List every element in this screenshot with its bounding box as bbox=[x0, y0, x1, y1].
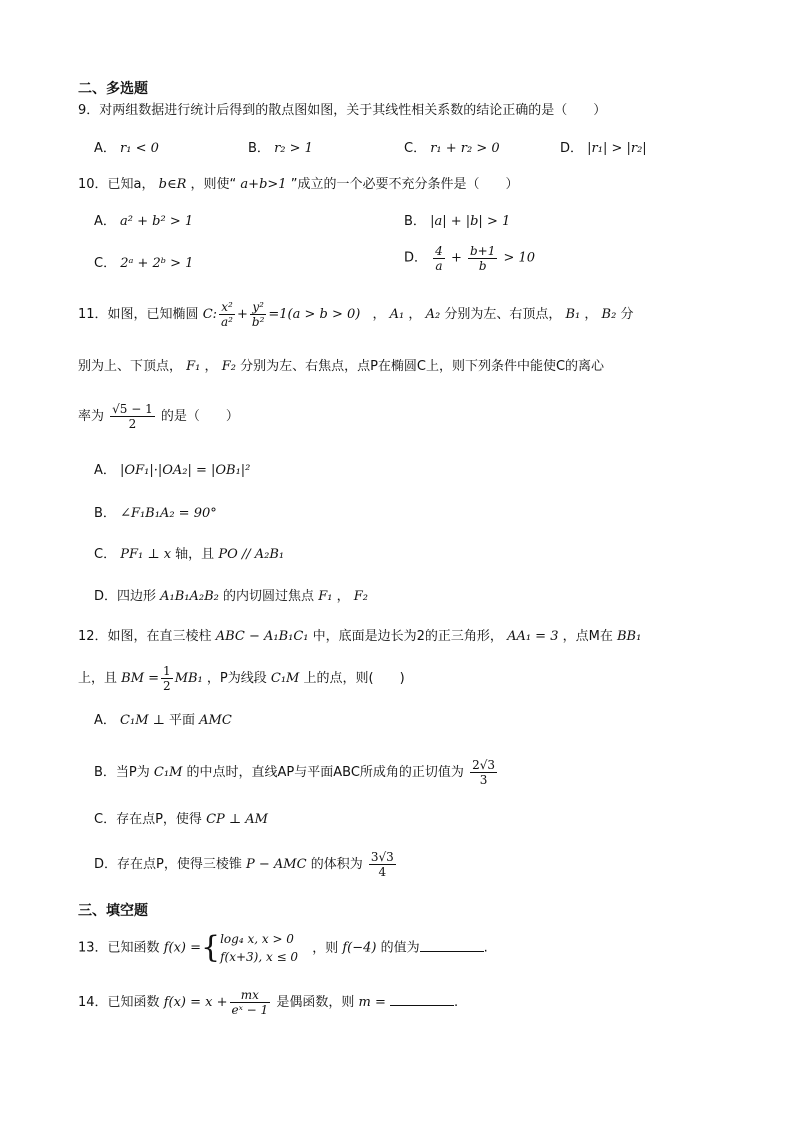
stem-text: ， bbox=[408, 307, 422, 322]
question-14 bbox=[78, 986, 458, 1020]
denominator: b bbox=[478, 259, 487, 273]
stem-text: . bbox=[483, 940, 488, 956]
case-2: f(x+3), x ≤ 0 bbox=[220, 950, 299, 964]
q12-option-a[interactable] bbox=[94, 712, 232, 730]
option-letter: D．存在点P，使得三棱锥 bbox=[94, 857, 242, 872]
stem-math: BM = bbox=[121, 671, 160, 686]
fraction bbox=[433, 244, 445, 273]
fraction bbox=[369, 850, 396, 879]
stem-text: 13．已知函数 bbox=[78, 940, 160, 956]
numerator: mx bbox=[230, 988, 271, 1003]
option-text: 轴，且 bbox=[175, 547, 215, 562]
fraction bbox=[468, 244, 497, 273]
denominator: b² bbox=[251, 315, 265, 329]
q10-option-a[interactable] bbox=[94, 213, 193, 231]
stem-text: 分别为左、右顶点， bbox=[444, 307, 562, 322]
option-math: r₁ + r₂ > 0 bbox=[430, 141, 500, 156]
denominator: a bbox=[435, 259, 443, 273]
stem-math: b∈R bbox=[158, 177, 187, 192]
stem-text: 分别为左、右焦点，点P在椭圆C上，则下列条件中能使C的离心 bbox=[240, 359, 605, 374]
stem-math: f(x) = x + bbox=[163, 995, 228, 1010]
option-math: C₁M ⊥ bbox=[120, 713, 165, 728]
numerator: √5 − 1 bbox=[112, 402, 153, 416]
case-1: log₄ x, x > 0 bbox=[220, 932, 294, 946]
q9-option-d[interactable] bbox=[560, 140, 647, 158]
stem-text: ，点M在 bbox=[562, 629, 613, 644]
q11-option-a[interactable] bbox=[94, 462, 250, 480]
numerator: y² bbox=[250, 300, 267, 315]
stem-math: m = bbox=[358, 995, 386, 1010]
q11-option-d[interactable] bbox=[94, 588, 368, 606]
fraction bbox=[230, 988, 271, 1017]
stem-text: 的是（ ） bbox=[160, 409, 239, 424]
answer-blank[interactable] bbox=[390, 993, 454, 1006]
stem-text: ， bbox=[584, 307, 598, 322]
stem-text: 上，且 bbox=[78, 671, 118, 686]
numerator: b+1 bbox=[469, 244, 496, 258]
option-letter: A． bbox=[94, 463, 116, 478]
option-math: 2ᵃ + 2ᵇ > 1 bbox=[120, 256, 194, 271]
stem-math: ABC − A₁B₁C₁ bbox=[215, 629, 309, 644]
option-math: C₁M bbox=[153, 765, 183, 780]
q12-option-d[interactable] bbox=[94, 848, 398, 882]
numerator: x² bbox=[219, 300, 235, 315]
option-letter: C． bbox=[94, 547, 117, 562]
stem-math: a+b>1 bbox=[240, 177, 287, 192]
option-letter: A． bbox=[94, 713, 116, 728]
stem-text: 率为 bbox=[78, 409, 105, 424]
q9-option-a[interactable] bbox=[94, 140, 159, 158]
option-math: A₁B₁A₂B₂ bbox=[160, 589, 219, 604]
stem-text: ”成立的一个必要不充分条件是（ ） bbox=[290, 177, 519, 192]
stem-text: 10．已知a， bbox=[78, 177, 155, 192]
option-text: 平面 bbox=[169, 713, 196, 728]
option-math: |OF₁|·|OA₂| = |OB₁|² bbox=[120, 463, 251, 478]
stem-text: 中，底面是边长为2的正三角形， bbox=[312, 629, 503, 644]
question-12-line-2 bbox=[78, 662, 405, 696]
option-math: ∠F₁B₁A₂ = 90° bbox=[120, 506, 217, 521]
q9-option-b[interactable] bbox=[248, 140, 313, 158]
option-math: |a| + |b| > 1 bbox=[430, 214, 511, 229]
numerator: 1 bbox=[163, 664, 171, 678]
option-letter: B． bbox=[248, 141, 270, 156]
stem-math: C₁M bbox=[270, 671, 300, 686]
plus-sign: + bbox=[450, 250, 462, 266]
fraction bbox=[161, 664, 173, 693]
stem-text: 上的点，则( ) bbox=[303, 671, 405, 686]
left-brace: { bbox=[201, 930, 221, 965]
stem-text: 的值为 bbox=[380, 940, 420, 956]
stem-text: 12．如图，在直三棱柱 bbox=[78, 629, 212, 644]
fraction bbox=[219, 300, 235, 329]
option-letter: C．存在点P，使得 bbox=[94, 812, 202, 827]
piecewise-cases bbox=[220, 930, 298, 966]
option-math: a² + b² > 1 bbox=[120, 214, 194, 229]
question-10-stem bbox=[78, 176, 518, 194]
q12-option-b[interactable] bbox=[94, 756, 499, 790]
stem-text: ，则使“ bbox=[190, 177, 237, 192]
question-9-stem: 9．对两组数据进行统计后得到的散点图如图，关于其线性相关系数的结论正确的是（ ） bbox=[78, 103, 607, 118]
denominator: a² bbox=[221, 315, 233, 329]
option-math: AMC bbox=[199, 713, 232, 728]
option-letter: C． bbox=[94, 256, 117, 271]
denominator: 4 bbox=[378, 865, 387, 879]
stem-math: f(−4) bbox=[342, 940, 377, 956]
stem-math: MB₁ bbox=[174, 671, 203, 686]
stem-text: 别为上、下顶点， bbox=[78, 359, 183, 374]
option-letter: B．当P为 bbox=[94, 765, 150, 780]
option-letter: D． bbox=[560, 141, 584, 156]
numerator: 4 bbox=[435, 244, 443, 258]
q11-option-b[interactable] bbox=[94, 505, 217, 523]
q9-option-c[interactable] bbox=[404, 140, 500, 158]
denominator: 2 bbox=[163, 679, 171, 693]
question-13 bbox=[78, 928, 488, 969]
denominator: eˣ − 1 bbox=[231, 1003, 269, 1017]
fraction bbox=[470, 758, 497, 787]
option-letter: D．四边形 bbox=[94, 589, 157, 604]
question-12-line-1 bbox=[78, 628, 641, 646]
option-text: 的中点时，直线AP与平面ABC所成角的正切值为 bbox=[186, 765, 464, 780]
denominator: 2 bbox=[128, 417, 137, 431]
option-math: CP ⊥ AM bbox=[206, 812, 268, 827]
stem-math: f(x) = bbox=[163, 940, 201, 956]
answer-blank[interactable] bbox=[420, 939, 484, 952]
option-letter: B． bbox=[94, 506, 116, 521]
question-11-line-3 bbox=[78, 400, 239, 434]
option-text: 的内切圆过焦点 bbox=[223, 589, 315, 604]
option-text: 的体积为 bbox=[310, 857, 363, 872]
stem-text: . bbox=[453, 995, 459, 1010]
stem-math: B₁ bbox=[565, 307, 581, 322]
numerator: 2√3 bbox=[472, 758, 495, 772]
stem-text: 14．已知函数 bbox=[78, 995, 160, 1010]
fraction bbox=[110, 402, 155, 431]
option-letter: C． bbox=[404, 141, 427, 156]
stem-math: BB₁ bbox=[616, 629, 642, 644]
stem-text: ， bbox=[204, 359, 218, 374]
q10-option-d[interactable] bbox=[404, 244, 535, 273]
stem-text: ， bbox=[372, 307, 386, 322]
denominator: 3 bbox=[479, 773, 488, 787]
option-math: r₂ > 1 bbox=[274, 141, 313, 156]
option-math: PO // A₂B₁ bbox=[218, 547, 285, 562]
option-math: F₂ bbox=[353, 589, 368, 604]
q10-option-c[interactable] bbox=[94, 255, 193, 273]
option-math: PF₁ ⊥ x bbox=[120, 547, 172, 562]
stem-text: 是偶函数，则 bbox=[276, 995, 355, 1010]
option-letter: A． bbox=[94, 141, 116, 156]
option-letter: A． bbox=[94, 214, 116, 229]
q11-option-c[interactable] bbox=[94, 546, 284, 564]
stem-math: F₂ bbox=[221, 359, 236, 374]
stem-math: A₁ bbox=[389, 307, 405, 322]
stem-math: F₁ bbox=[186, 359, 201, 374]
q12-option-c[interactable] bbox=[94, 811, 268, 829]
stem-math: C: bbox=[202, 307, 218, 322]
option-math: > 10 bbox=[503, 250, 536, 266]
q10-option-b[interactable] bbox=[404, 213, 510, 231]
question-11-line-1 bbox=[78, 300, 633, 330]
option-math: r₁ < 0 bbox=[120, 141, 159, 156]
section-title-fill-in: 三、填空题 bbox=[78, 903, 148, 919]
stem-text: 分 bbox=[620, 307, 634, 322]
option-letter: D． bbox=[404, 250, 428, 266]
option-math: P − AMC bbox=[246, 857, 307, 872]
stem-math: B₂ bbox=[601, 307, 617, 322]
fraction bbox=[250, 300, 267, 329]
option-math: |r₁| > |r₂| bbox=[587, 141, 647, 156]
option-math: F₁ bbox=[318, 589, 333, 604]
numerator: 3√3 bbox=[370, 850, 394, 864]
stem-math: AA₁ = 3 bbox=[507, 629, 559, 644]
stem-math: A₂ bbox=[425, 307, 441, 322]
stem-text: 11．如图，已知椭圆 bbox=[78, 307, 199, 322]
stem-text: ，则 bbox=[312, 940, 339, 956]
plus-sign: + bbox=[236, 307, 248, 322]
option-text: ， bbox=[336, 589, 350, 604]
option-letter: B． bbox=[404, 214, 426, 229]
stem-text: ，P为线段 bbox=[206, 671, 267, 686]
section-title-multiple-choice: 二、多选题 bbox=[78, 81, 148, 97]
question-11-line-2 bbox=[78, 358, 604, 376]
stem-math: =1(a > b > 0) bbox=[268, 307, 361, 322]
